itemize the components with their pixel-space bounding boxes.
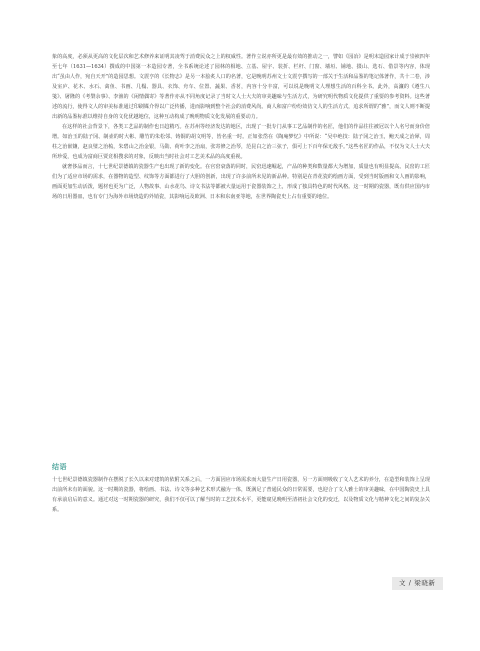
body-paragraph: 象的高度，必须从更高的文化层次和艺术修养来证明其凌驾于消费民众之上的权威性。著作立说亦所更是最有效的推动之一，譬如《园冶》是明末造园家计成于崇祯四年至七年（1631—1634）撰成的中国第一本造园专著，全书系统论述了园林的相地、立基、屋宇、装折、栏杆、门窗、墙垣、铺地、掇山、选石、借景等内容，体现出“虽由人作，宛自天开”的造园思想。文震亨的《长物志》是另一本脍炙人口的名著，它是晚明苏州文士文震亨撰写的一部关于生活和品鉴的笔记体著作，共十二卷，涉及室庐、花木、水石、禽鱼、书画、几榻、器具、衣饰、舟车、位置、蔬果、香茗，内容十分丰富，可以说是晚明文人理想生活的百科全书。此外，高濂的《遵生八笺》、屠隆的《考槃余事》、李渔的《闲情偶寄》等著作亦从不同角度记录了当时文人士大夫的审美趣味与生活方式，为研究明代物质文化提供了重要的参考资料。这些著述的流行，使得文人的审美标准通过印刷媒介得以广泛传播，进而影响到整个社会的消费风尚。商人和富户纷纷效仿文人的生活方式，追求所谓的“雅”，而文人则不断提出新的品鉴标准以维持自身的文化优越地位，这种互动构成了晚明物质文化发展的重要动力。: [52, 54, 430, 120]
conclusion-heading: 结语: [52, 462, 67, 471]
body-paragraph: 在这样的社会背景下，各类工艺品的制作也日趋精巧。在苏州等经济发达的地区，出现了一批专门从事工艺品制作的名匠，他们的作品往往被冠以个人名号而身价倍增。如治玉的陆子冈、制壶的时大彬、雕竹的朱松邻、铸铜的胡文明等，皆名重一时。正如张岱在《陶庵梦忆》中所说：“吴中绝技：陆子冈之治玉，鲍天成之治犀，周柱之治嵌镶，赵良璧之治梳，朱碧山之治金银，马勋、荷叶李之治扇，张寄修之治琴，范昆白之治三弦子，俱可上下百年保无敌手。”这些名匠的作品，不仅为文人士大夫所珍爱，也成为富商巨贾竞相搜求的对象，反映出当时社会对工艺美术品的高度重视。: [52, 124, 430, 160]
article-body: [52, 52, 430, 202]
conclusion-paragraph: 十七世纪景德镇瓷器制作在摆脱了长久以来对建筑的依附关系之后，一方面因应市场需求而大量生产日用瓷器，另一方面则吸收了文人艺术的养分，在造型和装饰上呈现出前所未有的面貌。这一时期的瓷器，将绘画、书法、诗文等多种艺术形式融为一体，既满足了普通民众的日常需要，也迎合了文人雅士的审美趣味，在中国陶瓷史上具有承前启后的意义。通过对这一时期瓷器的研究，我们不仅可以了解当时的工艺技术水平，更能窥见晚明至清初社会文化的变迁，以及物质文化与精神文化之间的复杂关系。: [52, 477, 430, 513]
author-byline: 文 / 梁晓新: [392, 577, 443, 590]
body-paragraph: 就奢侈品而言，十七世纪景德镇的瓷器生产也出现了新的变化。在官窑衰落的同时，民窑迅速崛起，产品的种类和数量都大为增加，质量也有明显提高。民窑的工匠们为了适应市场的需求，在器物的造型、纹饰等方面都进行了大胆的创新，出现了许多前所未见的新品种。特别是在青花瓷的绘画方面，受到当时版画和文人画的影响，画面更加生动活泼，题材也更为广泛，人物故事、山水花鸟、诗文书法等都被大量运用于瓷器装饰之上，形成了独具特色的时代风格。这一时期的瓷器，既有供应国内市场的日用器皿，也有专门为海外市场烧造的外销瓷，其影响远及欧洲、日本和东南亚等地，在世界陶瓷史上占有重要的地位。: [52, 164, 430, 200]
conclusion-body: [52, 475, 430, 515]
